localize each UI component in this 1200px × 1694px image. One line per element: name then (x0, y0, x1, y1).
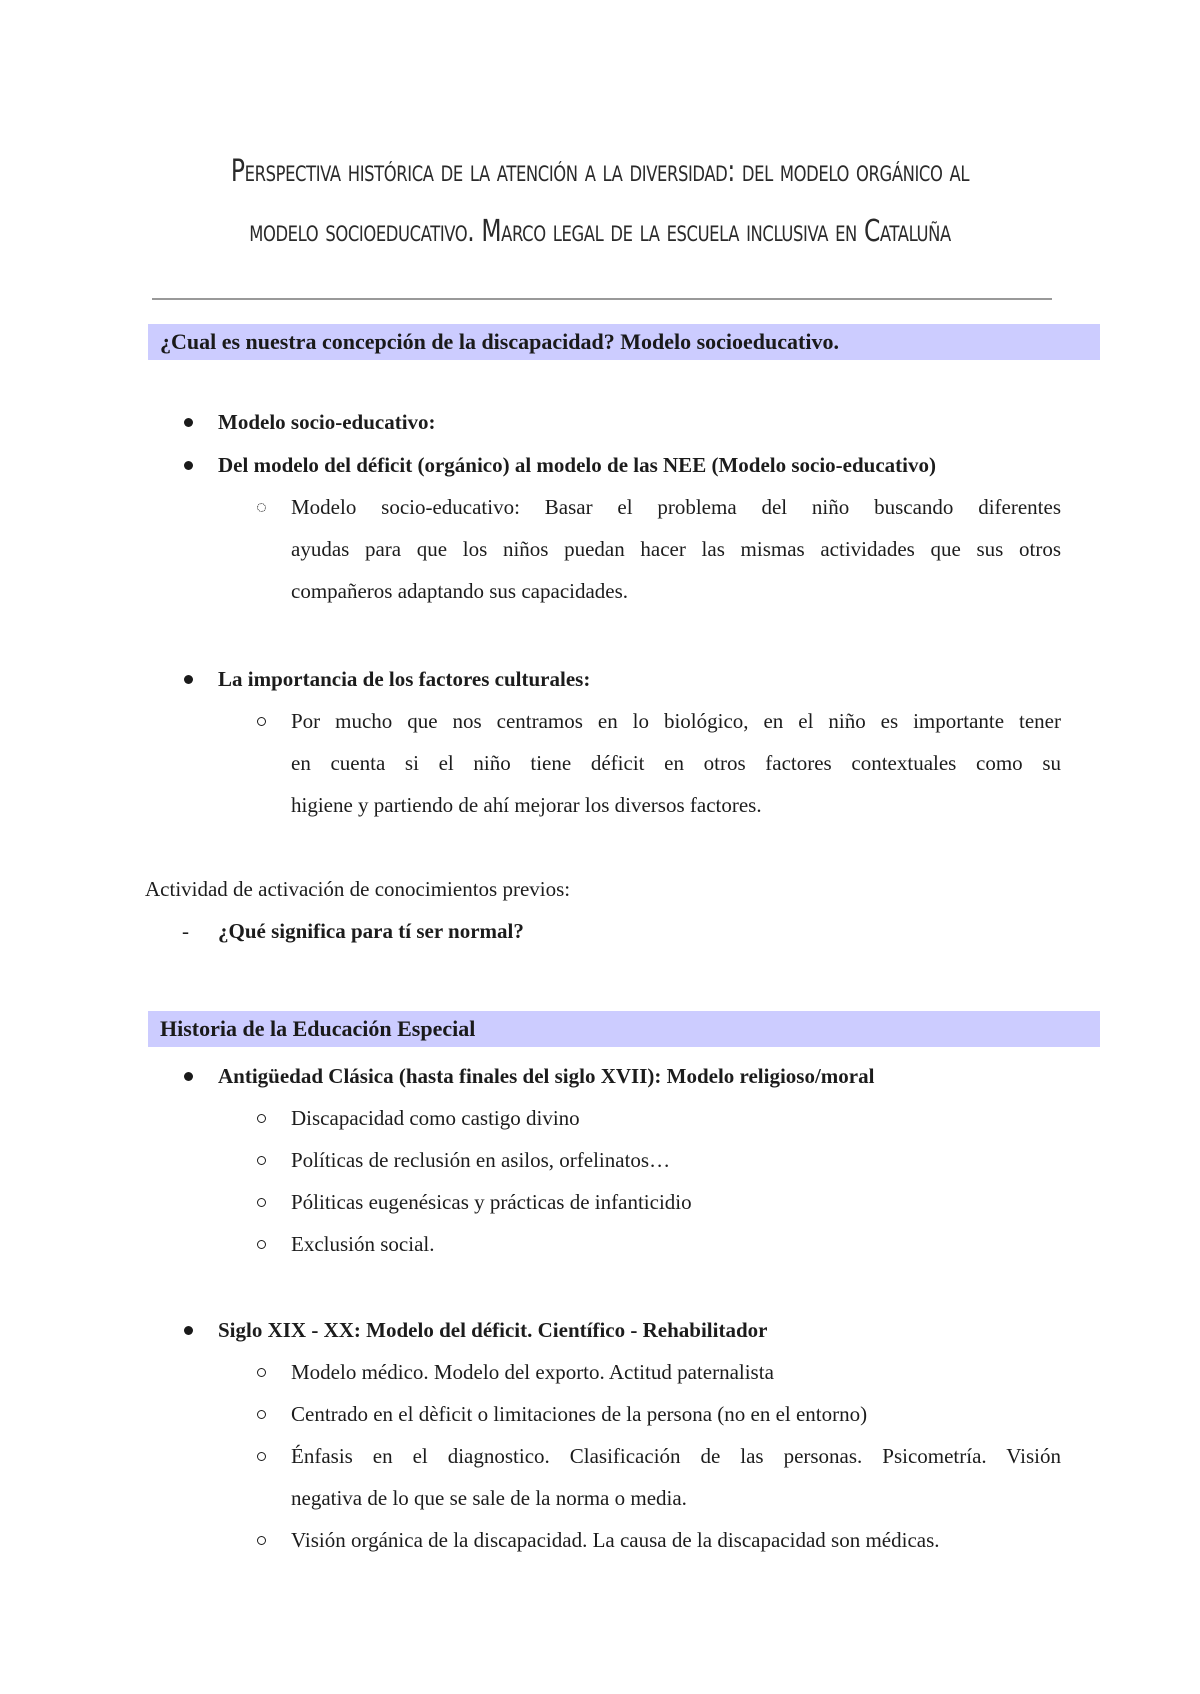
sub-list-line: Por mucho que nos centramos en lo biológico, en el niño es importante tener (291, 709, 1061, 733)
sub-list-line: Discapacidad como castigo divino (291, 1106, 580, 1130)
sub-bullet-icon (257, 1198, 266, 1207)
list-item: Antigüedad Clásica (hasta finales del siglo XVII): Modelo religioso/moral (218, 1064, 875, 1088)
sub-list-line: Modelo médico. Modelo del exporto. Actitud paternalista (291, 1360, 774, 1384)
list-item: Del modelo del déficit (orgánico) al modelo de las NEE (Modelo socio-educativo) (218, 453, 936, 477)
sub-list-line: negativa de lo que se sale de la norma o media. (291, 1486, 687, 1510)
list-item: La importancia de los factores culturales: (218, 667, 591, 691)
document-title (226, 142, 975, 262)
sub-bullet-icon (257, 1536, 266, 1545)
sub-list-line: Póliticas eugenésicas y prácticas de infanticidio (291, 1190, 692, 1214)
activity-question: ¿Qué significa para tí ser normal? (218, 919, 524, 943)
section-heading-historia: Historia de la Educación Especial (148, 1011, 1100, 1047)
list-item: Siglo XIX - XX: Modelo del déficit. Científico - Rehabilitador (218, 1318, 768, 1342)
sub-list-line: ayudas para que los niños puedan hacer las mismas actividades que sus otros (291, 537, 1061, 561)
sub-bullet-icon (257, 1368, 266, 1377)
sub-list-line: Centrado en el dèficit o limitaciones de la persona (no en el entorno) (291, 1402, 868, 1426)
section-heading-concepcion: ¿Cual es nuestra concepción de la discapacidad? Modelo socioeducativo. (148, 324, 1100, 360)
sub-bullet-icon (257, 503, 266, 512)
bullet-icon (184, 418, 193, 427)
sub-bullet-icon (257, 1452, 266, 1461)
sub-list-line: higiene y partiendo de ahí mejorar los diversos factores. (291, 793, 762, 817)
bullet-icon (184, 675, 193, 684)
sub-list-line: Políticas de reclusión en asilos, orfelinatos… (291, 1148, 671, 1172)
sub-list-line: compañeros adaptando sus capacidades. (291, 579, 629, 603)
bullet-icon (184, 1072, 193, 1081)
activity-label: Actividad de activación de conocimientos previos: (145, 877, 571, 901)
sub-list-line: Exclusión social. (291, 1232, 435, 1256)
sub-list-line: Visión orgánica de la discapacidad. La causa de la discapacidad son médicas. (291, 1528, 940, 1552)
title-line-1: Perspectiva histórica de la atención a la diversidad: del modelo orgánico al (230, 154, 970, 189)
sub-list-line: Énfasis en el diagnostico. Clasificación de las personas. Psicometría. Visión (291, 1444, 1061, 1468)
dash-bullet: - (182, 919, 189, 943)
sub-bullet-icon (257, 1156, 266, 1165)
sub-bullet-icon (257, 1114, 266, 1123)
sub-bullet-icon (257, 1410, 266, 1419)
sub-bullet-icon (257, 717, 266, 726)
bullet-icon (184, 1326, 193, 1335)
list-item: Modelo socio-educativo: (218, 410, 436, 434)
title-divider (152, 298, 1052, 300)
sub-list-line: Modelo socio-educativo: Basar el problema del niño buscando diferentes (291, 495, 1061, 519)
sub-bullet-icon (257, 1240, 266, 1249)
title-line-2: modelo socioeducativo. Marco legal de la escuela inclusiva en Cataluña (249, 214, 951, 249)
bullet-icon (184, 461, 193, 470)
sub-list-line: en cuenta si el niño tiene déficit en otros factores contextuales como su (291, 751, 1061, 775)
